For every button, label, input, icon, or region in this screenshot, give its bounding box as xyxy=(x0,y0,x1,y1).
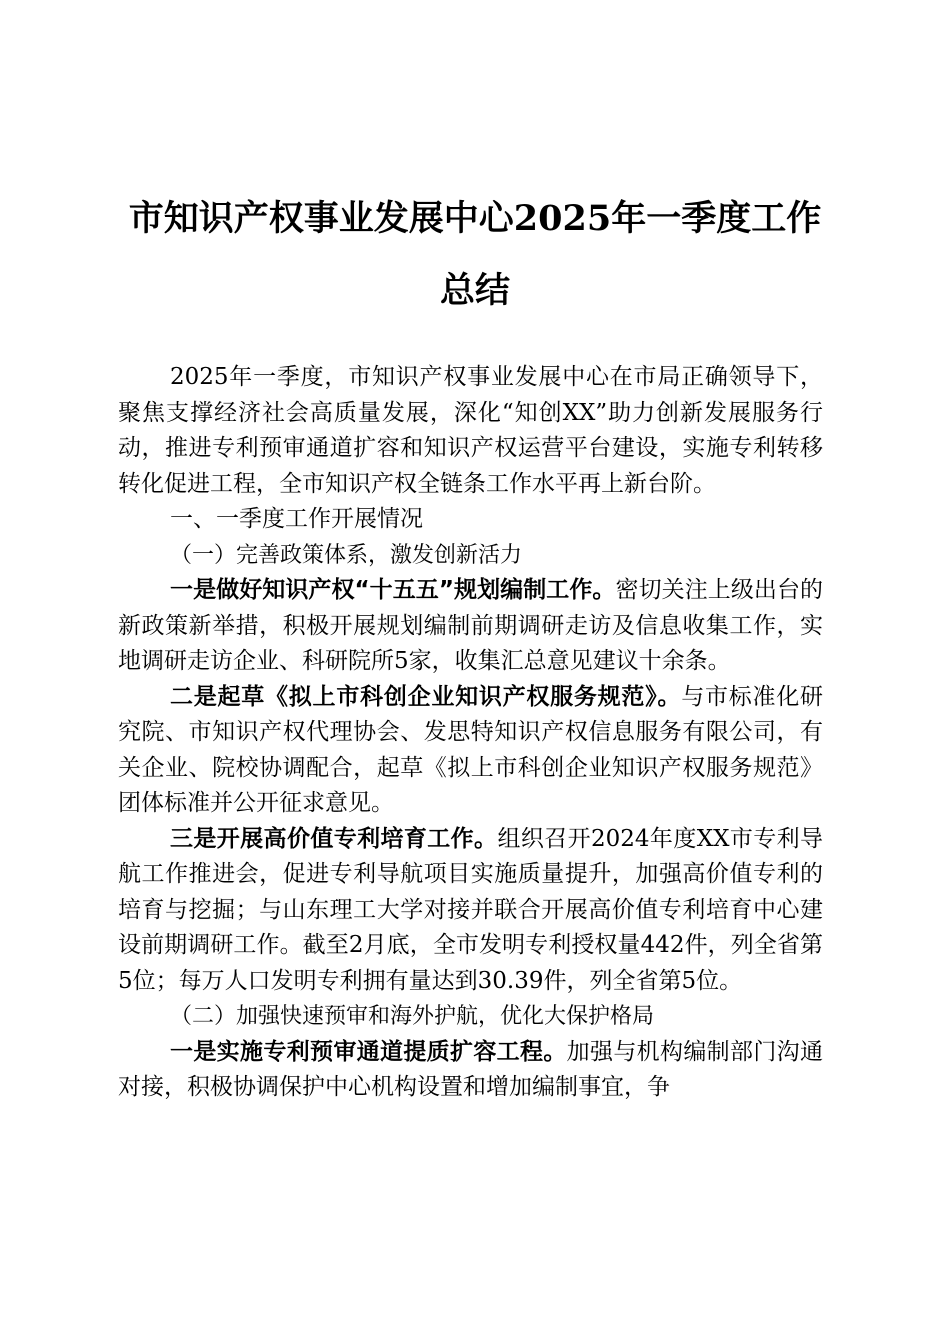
section-heading: 一、一季度工作开展情况 xyxy=(170,506,423,532)
intro-paragraph: 2025年一季度，市知识产权事业发展中心在市局正确领导下，聚焦支撑经济社会高质量发展，深化“知创XX”助力创新发展服务行动，推进专利预审通道扩容和知识产权运营平台建设，实施专利转移转化促进工程，全市知识产权全链条工作水平再上新台阶。 xyxy=(118,364,823,497)
subsection-heading: （二）加强快速预审和海外护航，优化大保护格局 xyxy=(170,1004,655,1029)
item-paragraph xyxy=(118,680,823,822)
document-title-line-1: 市知识产权事业发展中心2025年一季度工作 xyxy=(128,198,822,239)
item-lead: 一是做好知识产权“十五五”规划编制工作。 xyxy=(170,577,616,603)
item-lead: 二是起草《拟上市科创企业知识产权服务规范》。 xyxy=(170,683,682,710)
item-paragraph xyxy=(118,573,823,680)
item-lead: 一是实施专利预审通道提质扩容工程。 xyxy=(170,1038,567,1065)
document-body xyxy=(118,360,823,1106)
item-paragraph xyxy=(118,1035,823,1106)
item-text: 组织召开2024年度XX市专利导航工作推进会，促进专利导航项目实施质量提升，加强高价值专利的培育与挖掘；与山东理工大学对接并联合开展高价值专利培育中心建设前期调研工作。截至2月底，全市发明专利授权量442件，列全省第5位；每万人口发明专利拥有量达到30.39件，列全省第5位。 xyxy=(118,825,824,994)
item-lead: 三是开展高价值专利培育工作。 xyxy=(170,825,498,852)
item-text: 密切关注上级出台的新政策新举措，积极开展规划编制前期调研走访及信息收集工作，实地调研走访企业、科研院所5家，收集汇总意见建议十余条。 xyxy=(118,577,824,674)
item-text: 与市标准化研究院、市知识产权代理协会、发思特知识产权信息服务有限公司，有关企业、院校协调配合，起草《拟上市科创企业知识产权服务规范》团体标准并公开征求意见。 xyxy=(118,683,824,816)
item-paragraph xyxy=(118,822,823,1000)
document-title-line-2: 总结 xyxy=(439,270,510,311)
item-text: 加强与机构编制部门沟通对接，积极协调保护中心机构设置和增加编制事宜，争 xyxy=(118,1038,824,1100)
subsection-heading: （一）完善政策体系，激发创新活力 xyxy=(170,542,523,568)
